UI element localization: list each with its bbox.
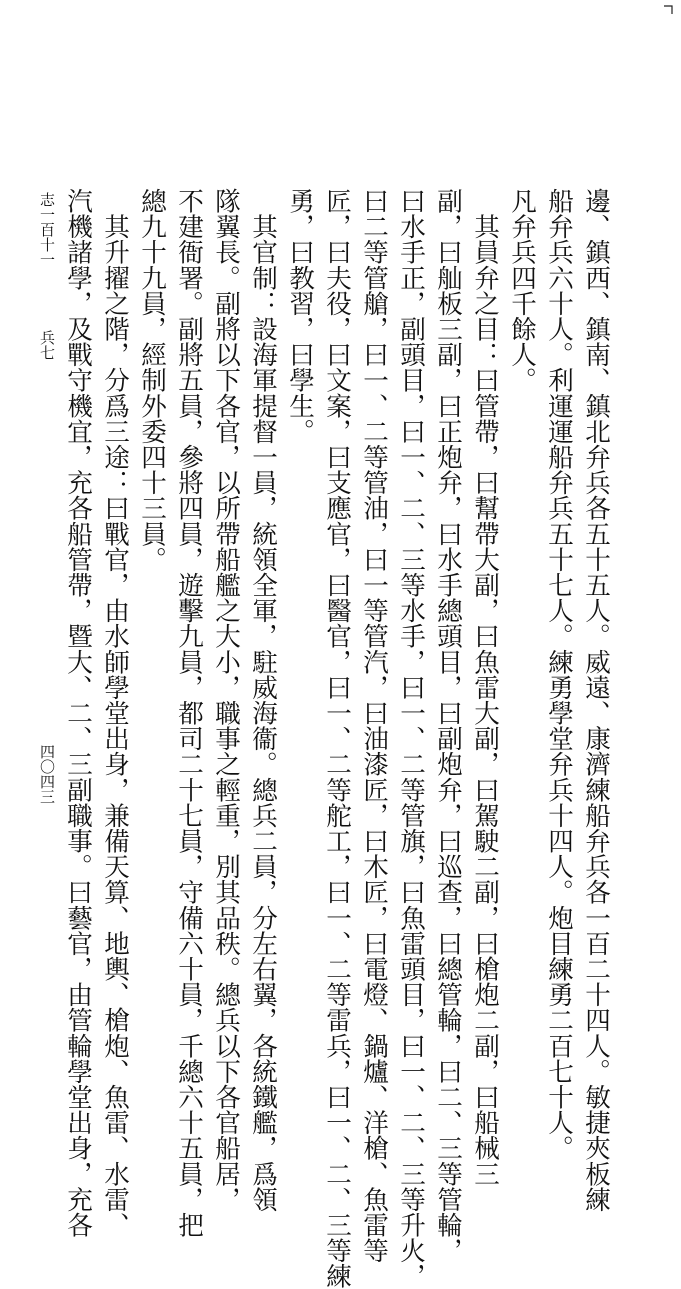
text-column: 副，曰舢板三副，曰正炮弁，曰水手總頭目，曰副炮弁，曰巡查，曰總管輪，曰二、三等管輪， [433, 188, 463, 1264]
text-column: 勇，曰教習，曰學生。 [285, 188, 315, 444]
chapter-title: 志一百十一 [38, 192, 56, 267]
section-title: 兵七 [38, 330, 56, 360]
page-number: 四〇四三 [38, 744, 56, 804]
text-column: 其升擢之階，分爲三途：曰戰官，由水師學堂出身，兼備天算、地輿、槍炮、魚雷、水雷、 [100, 188, 130, 1238]
text-column: 邊、鎮西、鎮南、鎮北弁兵各五十五人。威遠、康濟練船弁兵各一百二十四人。敏捷夾板練 [581, 188, 611, 1212]
text-column: 凡弁兵四千餘人。 [507, 188, 537, 393]
text-column: 船弁兵六十人。利運運船弁兵五十七人。練勇學堂弁兵十四人。炮目練勇二百七十人。 [544, 188, 574, 1161]
text-column: 其官制：設海軍提督一員，統領全軍，駐威海衞。總兵二員，分左右翼，各統鐵艦，爲領 [248, 188, 278, 1212]
text-column: 總九十九員，經制外委四十三員。 [137, 188, 167, 572]
page-corner-mark [663, 5, 673, 15]
text-column: 曰水手正，副頭目，曰一、二、三等水手，曰一、二等管旗，曰魚雷頭目，曰一、二、三等升火， [396, 188, 426, 1289]
text-column: 不建衙署。副將五員，參將四員，遊擊九員，都司二十七員，守備六十員，千總六十五員，把 [174, 188, 204, 1238]
text-column: 隊翼長。副將以下各官，以所帶船艦之大小，職事之輕重，別其品秩。總兵以下各官船居， [211, 188, 241, 1212]
text-column: 其員弁之目：曰管帶，曰幫帶大副，曰魚雷大副，曰駕駛二副，曰槍炮二副，曰船械三 [470, 188, 500, 1187]
text-column: 曰二等管艙，曰一、二等管油，曰一等管汽，曰油漆匠，曰木匠，曰電燈、鍋爐、洋槍、魚雷等 [359, 188, 389, 1264]
text-column: 汽機諸學，及戰守機宜，充各船管帶，暨大、二、三副職事。曰藝官，由管輪學堂出身，充各 [63, 188, 93, 1238]
text-column: 匠，曰夫役，曰文案，曰支應官，曰醫官，曰一、二等舵工，曰一、二等雷兵，曰一、二、三等練 [322, 188, 352, 1289]
